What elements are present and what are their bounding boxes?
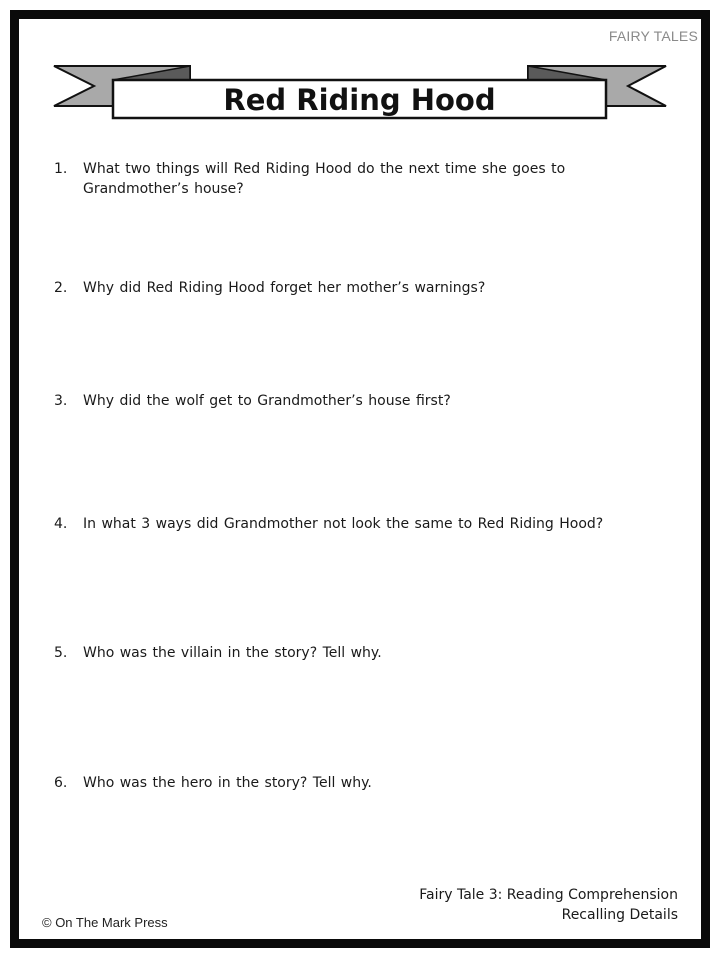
question-number: 3. <box>54 393 68 409</box>
question-text: What two things will Red Riding Hood do the next time she goes to Grandmother’s house? <box>83 161 566 197</box>
question-number: 2. <box>54 280 68 296</box>
question-text: Why did the wolf get to Grandmother’s house first? <box>83 393 451 409</box>
question-number: 1. <box>54 161 68 177</box>
question-text: Why did Red Riding Hood forget her mother’s warnings? <box>83 280 486 296</box>
footer-skill: Recalling Details <box>561 907 678 923</box>
question-text: In what 3 ways did Grandmother not look the same to Red Riding Hood? <box>83 516 604 532</box>
question-text: Who was the hero in the story? Tell why. <box>83 775 372 791</box>
footer-unit: Fairy Tale 3: Reading Comprehension <box>419 887 678 903</box>
page-title: Red Riding Hood <box>223 83 496 117</box>
question-number: 5. <box>54 645 68 661</box>
footer-unit-info <box>419 885 678 925</box>
question-number: 4. <box>54 516 68 532</box>
question-text: Who was the villain in the story? Tell why. <box>83 645 382 661</box>
copyright: © On The Mark Press <box>42 915 168 930</box>
question-number: 6. <box>54 775 68 791</box>
section-label: FAIRY TALES <box>608 28 698 44</box>
